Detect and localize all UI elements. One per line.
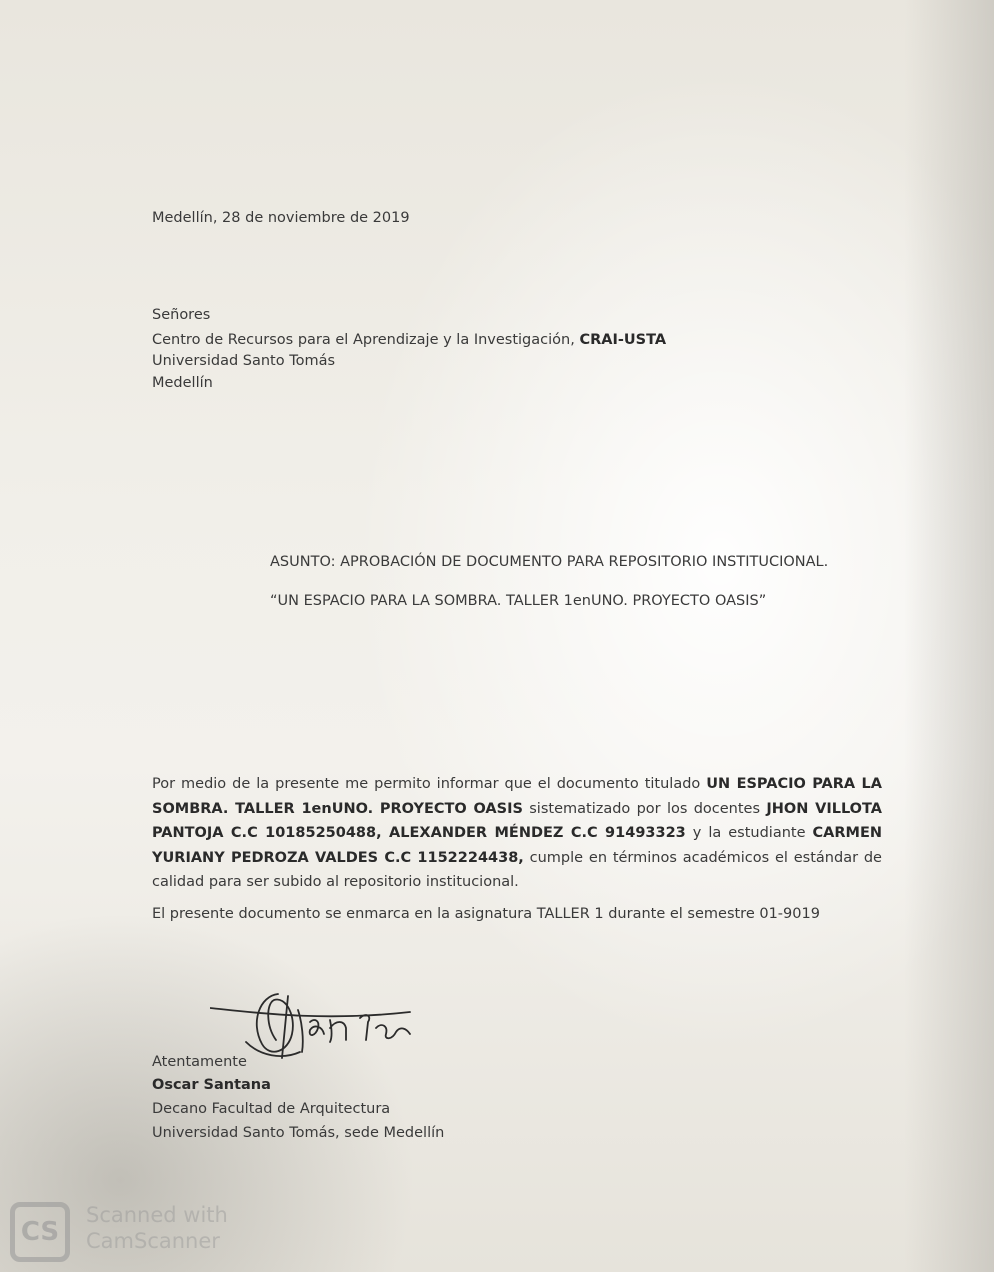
- closing-farewell: Atentamente: [152, 1054, 247, 1070]
- watermark-line-2: CamScanner: [86, 1229, 220, 1253]
- camscanner-watermark: [8, 1200, 268, 1266]
- signer-position: Decano Facultad de Arquitectura: [152, 1101, 391, 1117]
- signer-institution: Universidad Santo Tomás, sede Medellín: [152, 1125, 445, 1141]
- recipient-city: Medellín: [152, 375, 213, 391]
- body-text: cumple en términos académicos el estándar de calidad para ser subido al repositorio institucional.: [152, 849, 882, 890]
- body-text: sistematizado por los docentes: [522, 800, 767, 817]
- teachers-names: JHON VILLOTA PANTOJA C.C 10185250488, ALEXANDER MÉNDEZ C.C 91493323: [152, 800, 882, 841]
- recipient-org: Centro de Recursos para el Aprendizaje y la Investigación,: [152, 332, 575, 348]
- recipient-org-acronym: CRAI-USTA: [579, 332, 667, 348]
- course-paragraph: El presente documento se enmarca en la asignatura TALLER 1 durante el semestre 01-9019: [152, 906, 820, 922]
- page-shadow: [904, 0, 994, 1272]
- salutation: Señores: [152, 307, 211, 323]
- watermark-text: [86, 1202, 228, 1254]
- student-name: CARMEN YURIANY PEDROZA VALDES C.C 1152224438,: [152, 825, 882, 866]
- subject-title: “UN ESPACIO PARA LA SOMBRA. TALLER 1enUNO. PROYECTO OASIS”: [270, 593, 767, 609]
- body-paragraph: [152, 772, 882, 895]
- recipient-university: Universidad Santo Tomás: [152, 353, 336, 369]
- body-text: Por medio de la presente me permito informar que el documento titulado: [152, 776, 707, 792]
- document-title: UN ESPACIO PARA LA SOMBRA. TALLER 1enUNO. PROYECTO OASIS: [152, 776, 882, 817]
- subject-line: ASUNTO: APROBACIÓN DE DOCUMENTO PARA REPOSITORIO INSTITUCIONAL.: [270, 554, 829, 570]
- camscanner-logo-icon: CS: [10, 1202, 70, 1262]
- date-line: Medellín, 28 de noviembre de 2019: [152, 210, 410, 226]
- signer-name: Oscar Santana: [152, 1077, 271, 1093]
- body-text: y la estudiante: [685, 825, 813, 841]
- watermark-line-1: Scanned with: [86, 1203, 228, 1227]
- recipient-line-1: [152, 329, 666, 351]
